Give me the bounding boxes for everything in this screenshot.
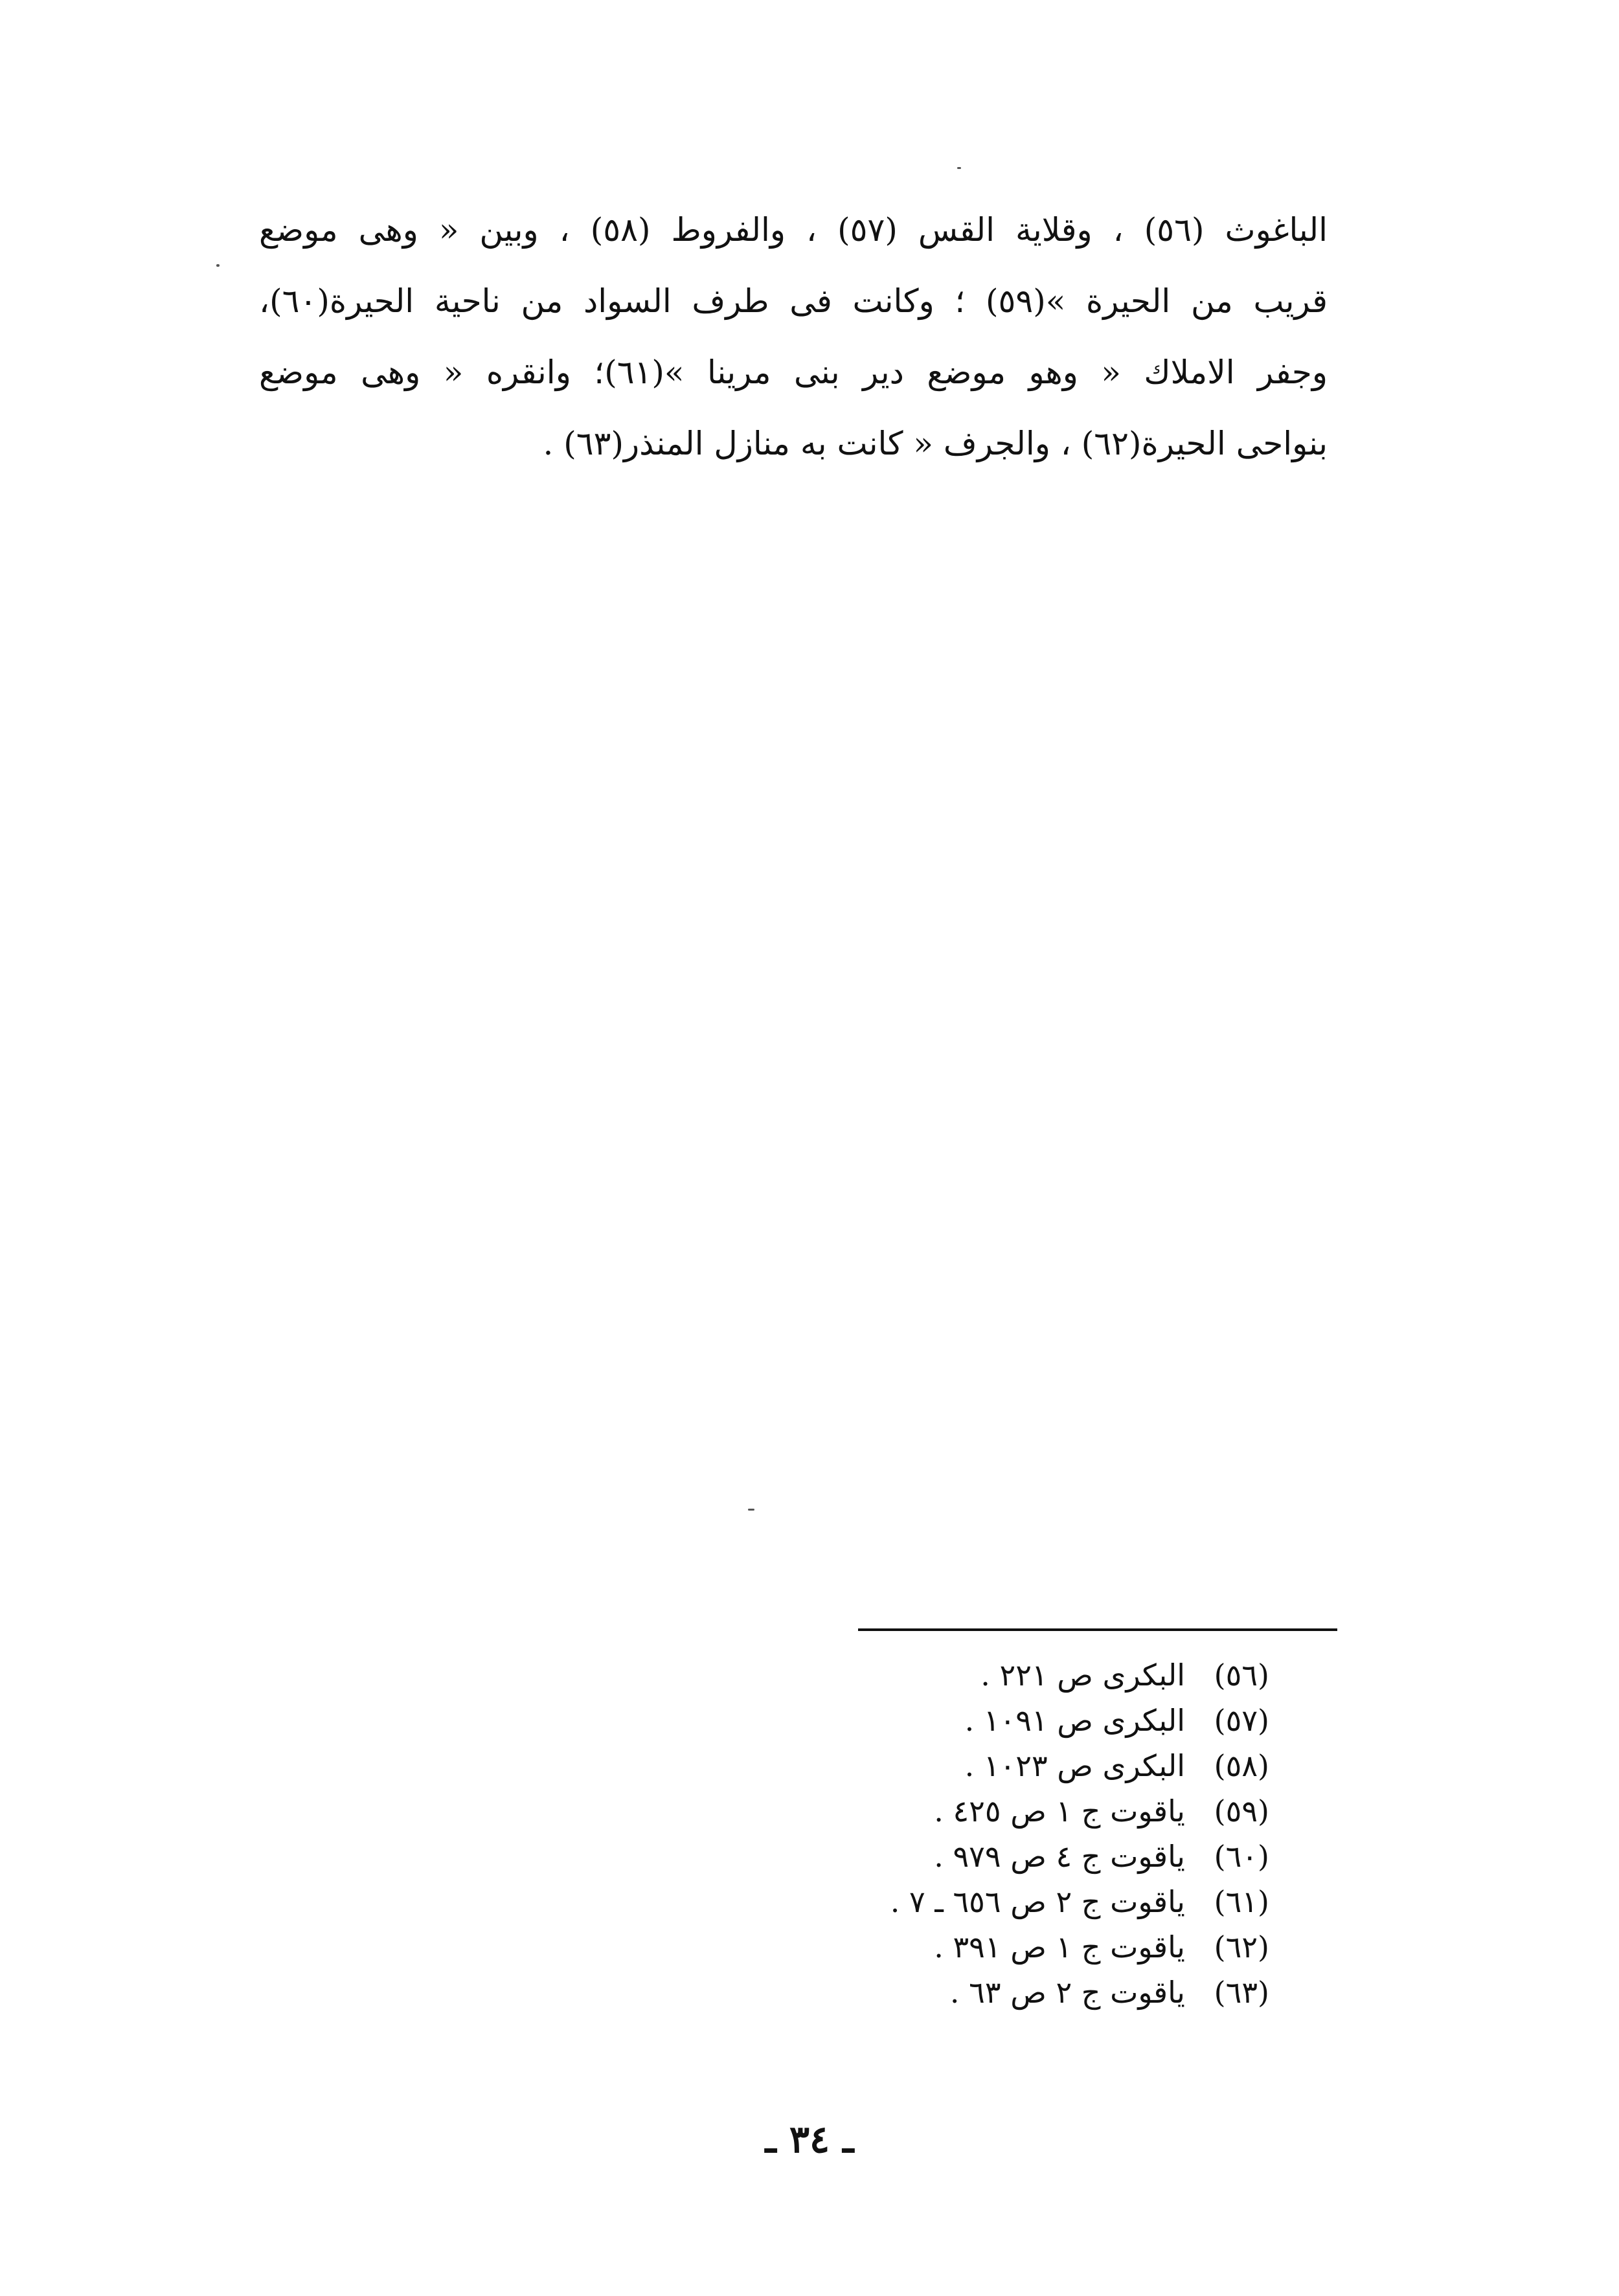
footnote-number: (٥٧)	[1214, 1703, 1269, 1738]
footnote-text: البكرى ص ١٠٢٣ .	[964, 1748, 1185, 1783]
footnote-item	[686, 1652, 1269, 1698]
body-line: وجفر الاملاك « وهو موضع دير بنى مرينا »(٦١)؛ وانقره « وهى موضع	[259, 354, 1328, 391]
scan-speck	[957, 167, 961, 169]
footnote-number: (٦٣)	[1214, 1975, 1269, 2010]
body-line: الباغوث (٥٦) ، وقلاية القس (٥٧) ، والفروط (٥٨) ، وبين « وهى موضع	[259, 211, 1328, 249]
footnotes-list	[686, 1652, 1269, 2015]
footnote-text: البكرى ص ٢٢١ .	[980, 1658, 1185, 1693]
body-paragraph	[259, 194, 1328, 479]
footnote-number: (٦٢)	[1214, 1930, 1269, 1964]
footnote-item	[686, 1788, 1269, 1834]
footnote-number: (٦١)	[1214, 1884, 1269, 1919]
footnote-item	[686, 1834, 1269, 1879]
footnote-number: (٥٨)	[1214, 1748, 1269, 1783]
footnote-item	[686, 1879, 1269, 1924]
footnote-separator-rule	[858, 1628, 1337, 1631]
footnote-text: ياقوت ج ١ ص ٤٢٥ .	[934, 1794, 1185, 1829]
page-number: ـ ٣٤ ـ	[765, 2117, 854, 2161]
body-line: بنواحى الحيرة(٦٢) ، والجرف « كانت به منازل المنذر(٦٣) .	[543, 425, 1328, 462]
footnote-item	[686, 1924, 1269, 1970]
footnote-text: ياقوت ج ٢ ص ٦٣ .	[949, 1975, 1185, 2010]
scan-speck	[748, 1509, 754, 1511]
footnote-item	[686, 1743, 1269, 1788]
footnote-text: ياقوت ج ٤ ص ٩٧٩ .	[934, 1839, 1185, 1874]
footnote-text: ياقوت ج ٢ ص ٦٥٦ ـ ٧ .	[890, 1884, 1185, 1919]
footnote-text: ياقوت ج ١ ص ٣٩١ .	[934, 1930, 1185, 1964]
body-line: قريب من الحيرة »(٥٩) ؛ وكانت فى طرف السواد من ناحية الحيرة(٦٠)،	[259, 282, 1328, 320]
footnote-number: (٥٦)	[1214, 1658, 1269, 1693]
footnote-number: (٥٩)	[1214, 1794, 1269, 1829]
footnote-item	[686, 1698, 1269, 1743]
scan-speck	[216, 264, 220, 267]
footnote-number: (٦٠)	[1214, 1839, 1269, 1874]
footnote-text: البكرى ص ١٠٩١ .	[964, 1703, 1185, 1738]
footnote-item	[686, 1970, 1269, 2015]
